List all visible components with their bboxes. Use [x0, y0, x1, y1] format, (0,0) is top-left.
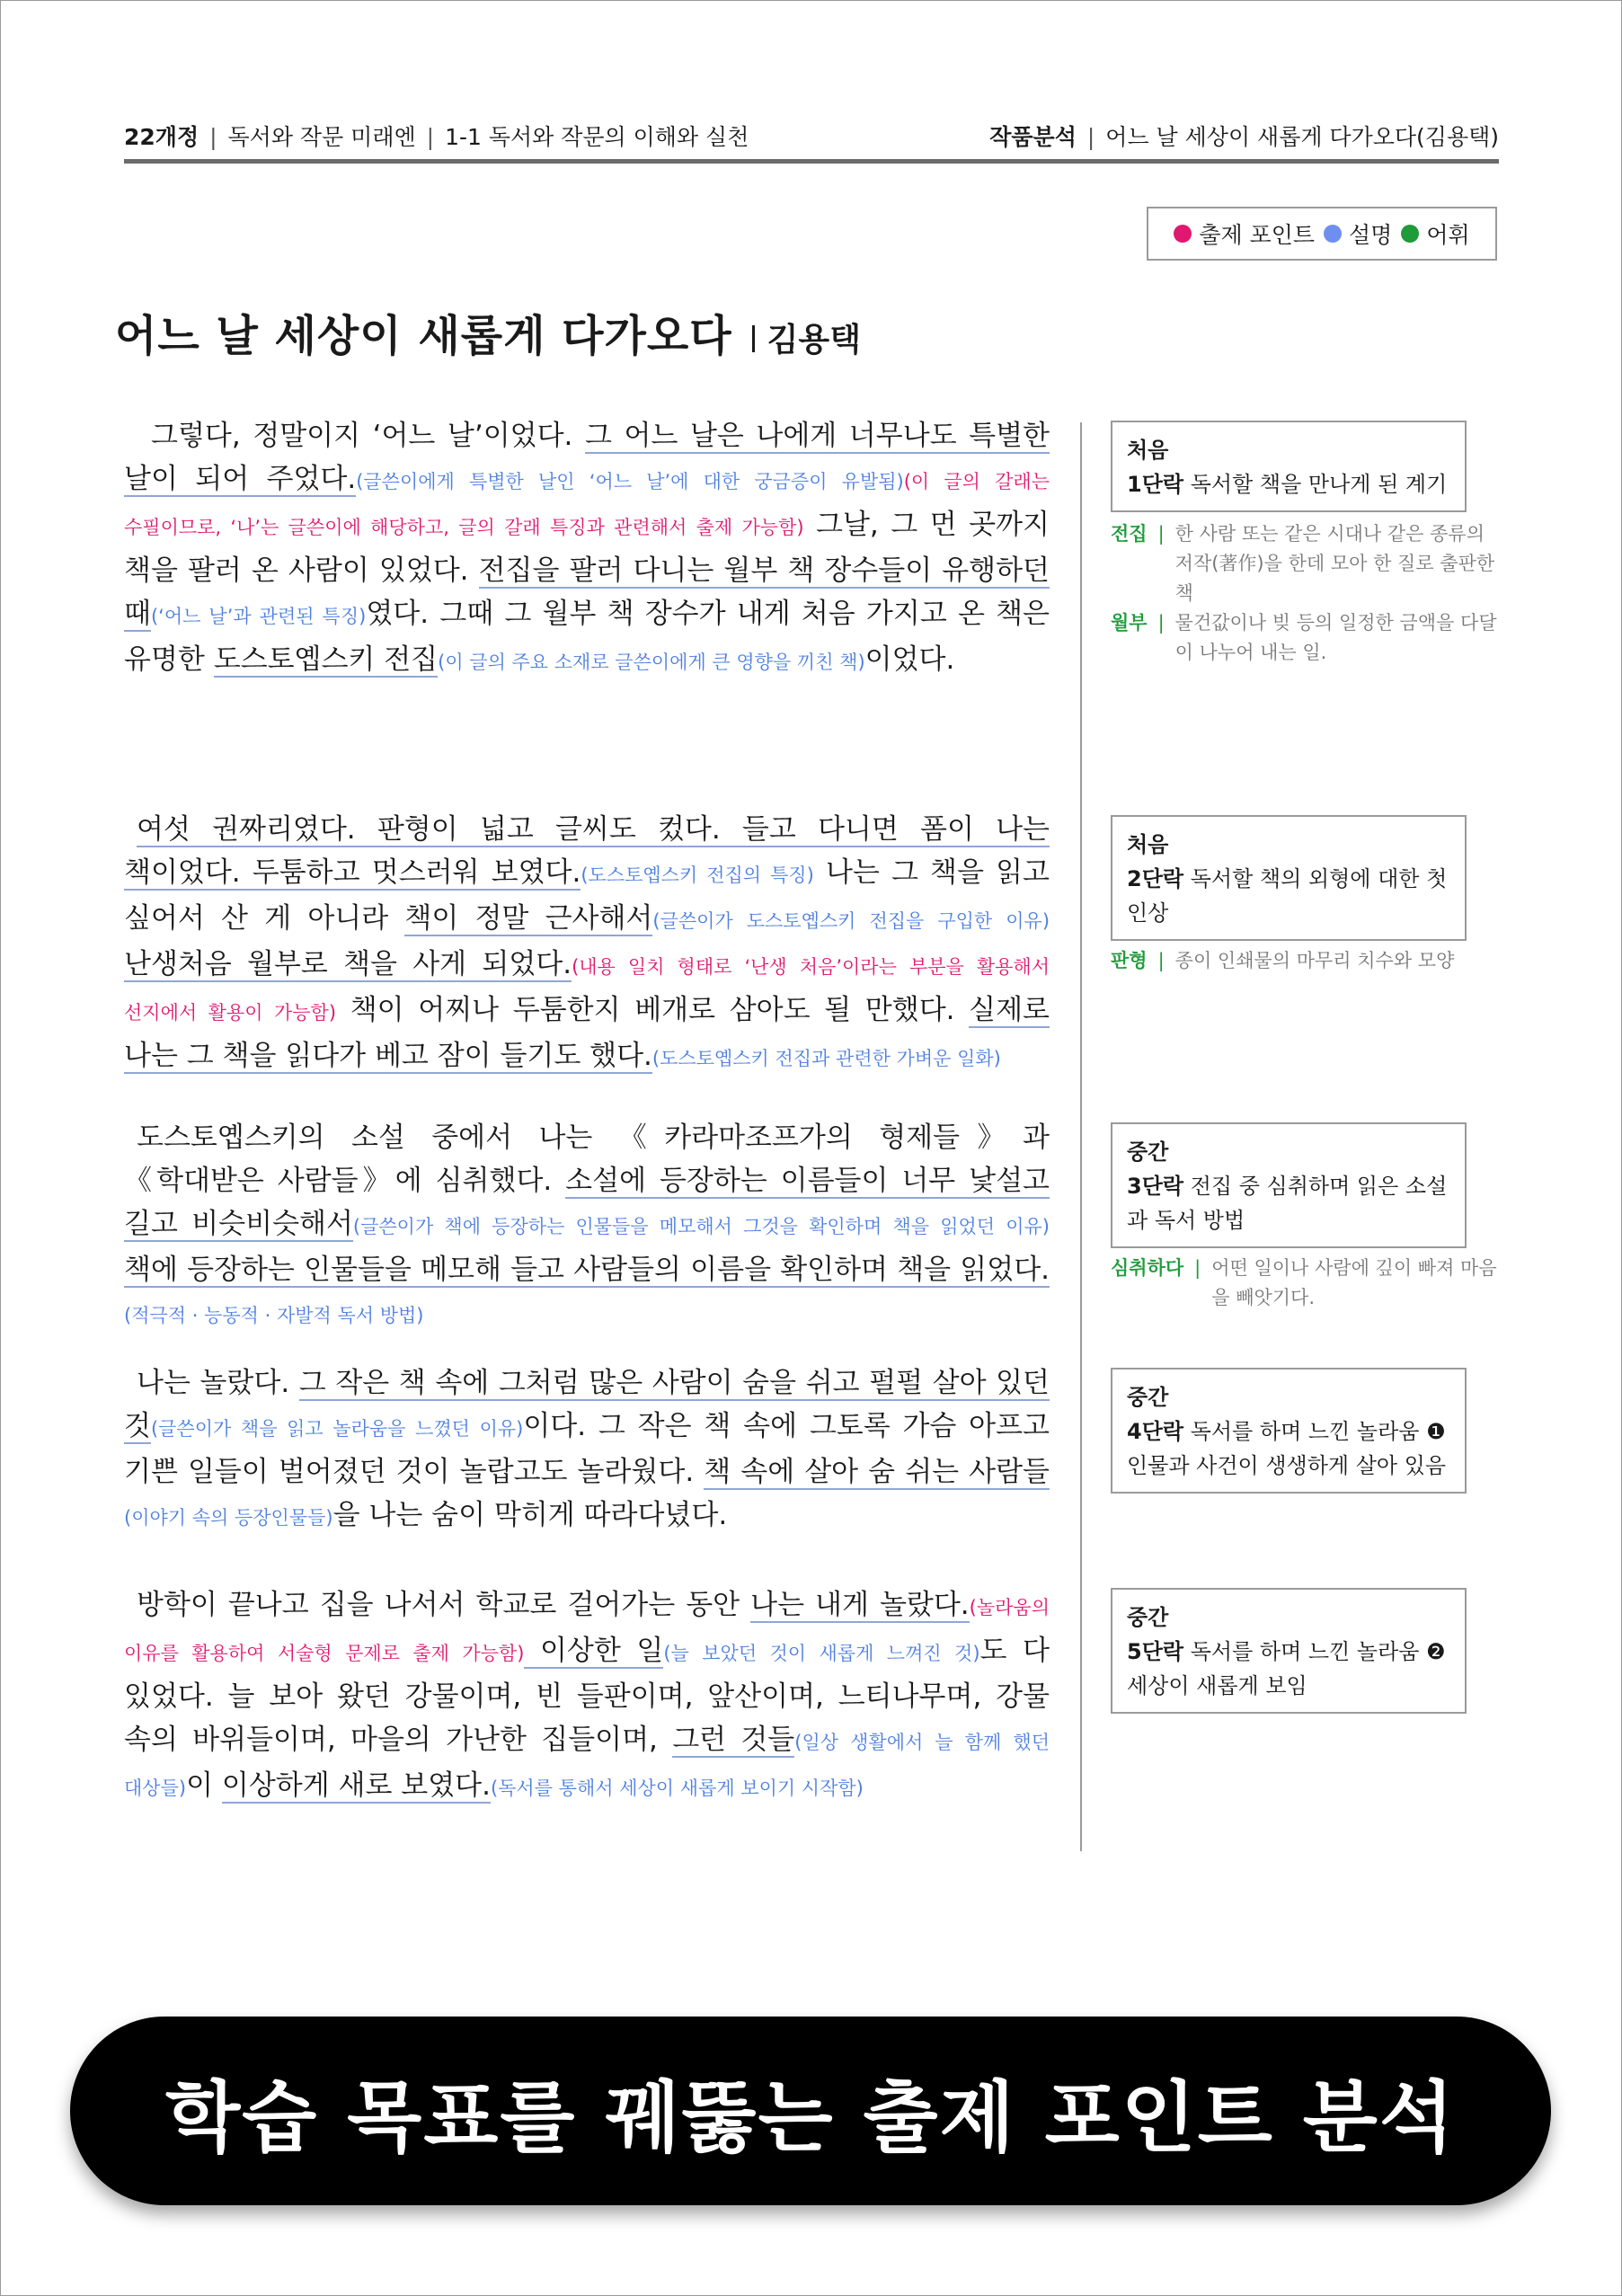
vocab-item: 판형 | 종이 인쇄물의 마무리 치수와 모양 — [1111, 950, 1455, 971]
legend-explain: 설명 — [1324, 217, 1392, 250]
side-box-1 — [1111, 421, 1467, 512]
side-step: 3단락 전집 중 심취하며 읽은 소설과 독서 방법 — [1127, 1174, 1448, 1233]
section-label: 작품분석 — [989, 124, 1077, 150]
side-stage: 처음 — [1127, 438, 1169, 463]
legend-vocab: 어휘 — [1401, 217, 1469, 250]
unit-label: 1-1 독서와 작문의 이해와 실천 — [445, 124, 749, 150]
paragraph-3: 도스토옙스키의 소설 중에서 나는 《카라마조프가의 형제들》과 《학대받은 사람들》에 심취했다. 소설에 등장하는 이름들이 너무 낯설고 길고 비슷비슷해서(글쓴이가 책에 등장하는 인물들을 메모해서 그것을 확인하며 책을 읽었던 이유) 책에 등장하는 인물들을 메모해 들고 사람들의 이름을 확인하며 책을 읽었다.(적극적 · 능동적 · 자발적 독서 방법) — [124, 1121, 1050, 1326]
vocab-item: 전집 | 한 사람 또는 같은 시대나 같은 종류의 저작(著作)을 한데 모아 한 질로 출판한 책 — [1111, 523, 1495, 604]
header-rule — [124, 159, 1499, 164]
paragraph-1: 그렇다, 정말이지 ‘어느 날’이었다. 그 어느 날은 나에게 너무나도 특별한 날이 되어 주었다.(글쓴이에게 특별한 날인 ‘어느 날’에 대한 궁금증이 유발됨)(이 글의 갈래는 수필이므로, ‘나’는 글쓴이에 해당하고, 글의 갈래 특징과 관련해서 출제 가능함) 그날, 그 먼 곳까지 책을 팔러 온 사람이 있었다. 전집을 팔러 다니는 월부 책 장수들이 유행하던 때(‘어느 날’과 관련된 특징)였다. 그때 그 월부 책 장수가 내게 처음 가지고 온 책은 유명한 도스토옙스키 전집(이 글의 주요 소재로 글쓴이에게 큰 영향을 끼친 책)이었다. — [124, 420, 1050, 676]
title-main: 어느 날 세상이 새롭게 다가오다 — [115, 311, 732, 361]
vocab-item: 월부 | 물건값이나 빚 등의 일정한 금액을 다달이 나누어 내는 일. — [1111, 612, 1497, 663]
side-step: 5단락 독서를 하며 느낀 놀라움 ❷ 세상이 새롭게 보임 — [1127, 1639, 1446, 1698]
pink-dot-icon — [1174, 225, 1192, 243]
side-stage: 중간 — [1127, 1385, 1169, 1410]
column-divider — [1080, 422, 1082, 1851]
paragraph-4: 나는 놀랐다. 그 작은 책 속에 그처럼 많은 사람이 숨을 쉬고 펄펄 살아 있던 것(글쓴이가 책을 읽고 놀라움을 느꼈던 이유)이다. 그 작은 책 속에 그토록 가슴 아프고 기쁜 일들이 벌어졌던 것이 놀랍고도 놀라웠다. 책 속에 살아 숨 쉬는 사람들(이야기 속의 등장인물들)을 나는 숨이 막히게 따라다녔다. — [124, 1367, 1050, 1531]
header-right: 작품분석 | 어느 날 세상이 새롭게 다가오다(김용택) — [989, 124, 1499, 150]
header-left: 22개정 | 독서와 작문 미래엔 | 1-1 독서와 작문의 이해와 실천 — [124, 124, 749, 150]
side-stage: 처음 — [1127, 832, 1169, 857]
work-label: 어느 날 세상이 새롭게 다가오다(김용택) — [1105, 124, 1499, 150]
book-label: 독서와 작문 미래엔 — [227, 124, 416, 150]
side-step: 2단락 독서할 책의 외형에 대한 첫인상 — [1127, 866, 1448, 926]
banner-text: 학습 목표를 꿰뚫는 출제 포인트 분석 — [165, 2073, 1456, 2163]
vocab-group-1 — [1111, 519, 1499, 668]
legend-point: 출제 포인트 — [1174, 217, 1315, 250]
green-dot-icon — [1401, 225, 1419, 243]
edition-label: 22개정 — [124, 124, 199, 150]
vocab-item: 심취하다 | 어떤 일이나 사람에 깊이 빠져 마음을 빼앗기다. — [1111, 1257, 1497, 1308]
vocab-group-2 — [1111, 946, 1499, 976]
side-stage: 중간 — [1127, 1605, 1169, 1630]
paragraph-2: 여섯 권짜리였다. 판형이 넓고 글씨도 컸다. 들고 다니면 폼이 나는 책이었다. 두툼하고 멋스러워 보였다.(도스토옙스키 전집의 특징) 나는 그 책을 읽고 싶어서 산 게 아니라 책이 정말 근사해서(글쓴이가 도스토옙스키 전집을 구입한 이유) 난생처음 월부로 책을 사게 되었다.(내용 일치 형태로 ‘난생 처음’이라는 부분을 활용해서 선지에서 활용이 가능함) 책이 어찌나 두툼한지 베개로 삼아도 될 만했다. 실제로 나는 그 책을 읽다가 베고 잠이 들기도 했다.(도스토옙스키 전집과 관련한 가벼운 일화) — [124, 813, 1050, 1072]
side-step: 1단락 독서할 책을 만나게 된 계기 — [1127, 472, 1448, 497]
side-box-4 — [1111, 1368, 1467, 1494]
legend-box — [1147, 207, 1497, 261]
paragraph-5: 방학이 끝나고 집을 나서서 학교로 걸어가는 동안 나는 내게 놀랐다.(놀라움의 이유를 활용하여 서술형 문제로 출제 가능함) 이상한 일(늘 보았던 것이 새롭게 느껴진 것)도 다 있었다. 늘 보아 왔던 강물이며, 빈 들판이며, 앞산이며, 느티나무며, 강물 속의 바위들이며, 마을의 가난한 집들이며, 그런 것들(일상 생활에서 늘 함께 했던 대상들)이 이상하게 새로 보였다.(독서를 통해서 세상이 새롭게 보이기 시작함) — [124, 1589, 1050, 1802]
side-stage: 중간 — [1127, 1139, 1169, 1165]
bottom-banner — [70, 2017, 1551, 2205]
side-box-3 — [1111, 1122, 1467, 1248]
side-box-5 — [1111, 1588, 1467, 1714]
side-box-2 — [1111, 815, 1467, 941]
title-author: 김용택 — [767, 322, 861, 359]
work-title — [115, 301, 861, 363]
blue-dot-icon — [1324, 225, 1342, 243]
vocab-group-3 — [1111, 1254, 1499, 1313]
side-step: 4단락 독서를 하며 느낀 놀라움 ❶ 인물과 사건이 생생하게 살아 있음 — [1127, 1419, 1447, 1478]
title-divider — [752, 325, 755, 352]
page-header — [124, 120, 1499, 155]
